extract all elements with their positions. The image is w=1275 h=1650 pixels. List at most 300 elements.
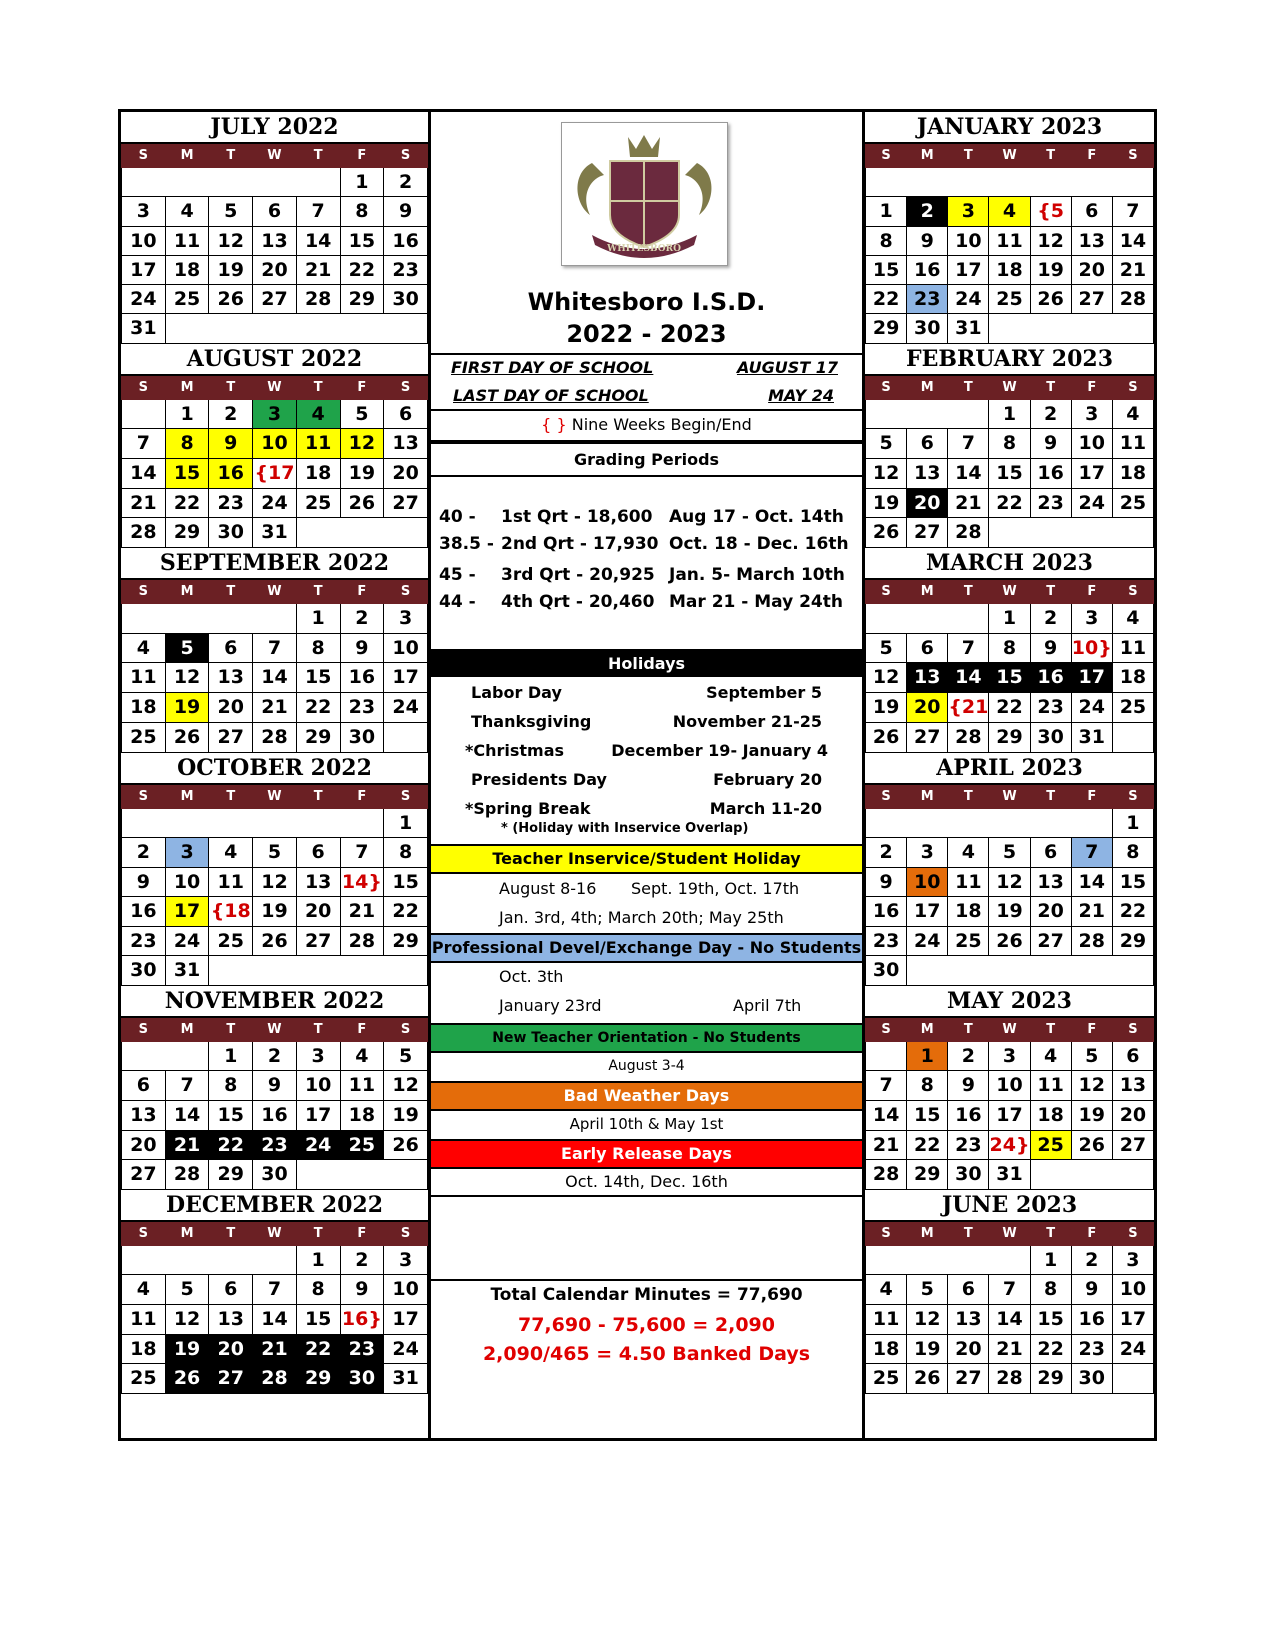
calendar-day: 9 <box>948 1071 989 1101</box>
day-header: S <box>384 145 428 168</box>
calendar-day: 27 <box>253 285 297 314</box>
weather-dates: April 10th & May 1st <box>569 1115 724 1133</box>
calendar-day: 27 <box>209 722 253 752</box>
month-november-2022 <box>121 986 428 1190</box>
calendar-day: 19 <box>1071 1100 1112 1130</box>
calendar-day: 1 <box>989 603 1030 633</box>
calendar-day: 20 <box>209 693 253 723</box>
day-header: F <box>340 785 384 808</box>
calendar-day: 5 <box>866 429 907 459</box>
calendar-day: 25 <box>866 1364 907 1394</box>
total-minutes: Total Calendar Minutes = 77,690 <box>490 1285 803 1305</box>
day-header: M <box>907 580 948 603</box>
calendar-day: 20 <box>948 1334 989 1364</box>
calendar-day: 16 <box>1071 1305 1112 1335</box>
day-header: T <box>948 1222 989 1245</box>
calendar-day: 19 <box>340 458 384 488</box>
calendar-day: 6 <box>296 838 340 868</box>
calendar-day: 4 <box>165 197 209 226</box>
calendar-day: 18 <box>948 897 989 927</box>
holiday-date: February 20 <box>713 770 822 789</box>
calendar-day: 27 <box>209 1364 253 1394</box>
calendar-day: 10 <box>384 1275 428 1305</box>
month-may-2023 <box>865 986 1154 1190</box>
day-header: F <box>340 580 384 603</box>
month-title: JANUARY 2023 <box>865 112 1154 144</box>
calendar-day: 28 <box>253 1364 297 1394</box>
day-header: F <box>1071 785 1112 808</box>
day-header: M <box>165 145 209 168</box>
calendar-day: 17 <box>1112 1305 1153 1335</box>
day-header: S <box>384 1222 428 1245</box>
bracketed-day: 24} <box>989 1133 1030 1156</box>
day-header: S <box>122 785 166 808</box>
calendar-day: 6 <box>907 429 948 459</box>
nine-weeks-label: Nine Weeks Begin/End <box>571 415 752 434</box>
calendar-day: 28 <box>1112 285 1153 314</box>
calendar-day: 4 <box>296 399 340 429</box>
calendar-day: 19 <box>866 488 907 518</box>
calendar-day: 27 <box>907 722 948 752</box>
calendar-day: 25 <box>122 722 166 752</box>
calendar-day: 30 <box>340 1364 384 1394</box>
calendar-day: 19 <box>165 1334 209 1364</box>
calendar-day: 25 <box>209 926 253 956</box>
calendar-day: 6 <box>1112 1041 1153 1071</box>
calendar-day: 16 <box>209 458 253 488</box>
calendar-day: 31 <box>989 1160 1030 1190</box>
crest-icon <box>562 123 727 265</box>
calendar-day: 9 <box>1030 633 1071 663</box>
calendar-day: 4 <box>948 838 989 868</box>
calendar-day: 23 <box>948 1130 989 1160</box>
calendar-day: 23 <box>253 1130 297 1160</box>
calendar-day: 8 <box>296 1275 340 1305</box>
calendar-day: 15 <box>340 226 384 255</box>
calendar-day: 6 <box>384 399 428 429</box>
day-header: F <box>1071 145 1112 168</box>
calendar-day: 15 <box>907 1100 948 1130</box>
calendar-day: 22 <box>989 693 1030 723</box>
day-header: S <box>1112 785 1153 808</box>
calendar-day: 4 <box>340 1041 384 1071</box>
calendar-day: 21 <box>1112 255 1153 284</box>
calendar-day: 19 <box>253 897 297 927</box>
calendar-day: 10 <box>989 1071 1030 1101</box>
calendar-day: 12 <box>165 663 209 693</box>
day-header: F <box>1071 1018 1112 1041</box>
calendar-day: 26 <box>989 926 1030 956</box>
calendar-day: 18 <box>1112 458 1153 488</box>
calendar-day: 10 <box>296 1071 340 1101</box>
calendar-day: 5 <box>907 1275 948 1305</box>
calendar-day: 6 <box>1071 197 1112 226</box>
empty-day <box>989 518 1154 548</box>
calendar-day: 8 <box>296 633 340 663</box>
calendar-day: 12 <box>866 458 907 488</box>
calendar-day: 2 <box>1030 603 1071 633</box>
calendar-day: 20 <box>122 1130 166 1160</box>
calendar-day: 20 <box>209 1334 253 1364</box>
month-grid <box>121 376 428 548</box>
calendar-day: 25 <box>948 926 989 956</box>
calendar-day: 15 <box>296 1305 340 1335</box>
calendar-day: 20 <box>1071 255 1112 284</box>
calendar-day: 7 <box>989 1275 1030 1305</box>
calendar-day: 10 <box>1071 429 1112 459</box>
day-header: T <box>296 145 340 168</box>
calendar-day: 5 <box>165 633 209 663</box>
calendar-day: 9 <box>1030 429 1071 459</box>
calendar-day: 4 <box>1112 603 1153 633</box>
day-header: M <box>907 1222 948 1245</box>
calendar-day: 2 <box>1030 399 1071 429</box>
right-months-column <box>865 112 1154 1394</box>
calendar-day: 15 <box>866 255 907 284</box>
calendar-day: 2 <box>209 399 253 429</box>
calendar-day: 23 <box>340 693 384 723</box>
day-header: S <box>384 1018 428 1041</box>
calendar-day: 2 <box>253 1041 297 1071</box>
calendar-day <box>340 867 384 897</box>
calendar-day: 11 <box>209 867 253 897</box>
calendar-day: 16 <box>907 255 948 284</box>
day-header: M <box>907 376 948 399</box>
calendar-day: 24 <box>253 488 297 518</box>
calendar-day: 10 <box>165 867 209 897</box>
calendar-day: 24 <box>1071 693 1112 723</box>
calendar-day: 27 <box>1030 926 1071 956</box>
calendar-day: 29 <box>1030 1364 1071 1394</box>
calendar-day: 21 <box>989 1334 1030 1364</box>
calendar-day: 13 <box>948 1305 989 1335</box>
calendar-day: 26 <box>384 1130 428 1160</box>
grading-quarter: 2nd Qrt - 17,930 <box>501 534 659 554</box>
calendar-day: 13 <box>907 663 948 693</box>
bracketed-day: 10} <box>1071 636 1112 659</box>
empty-day <box>384 722 428 752</box>
empty-day <box>122 603 297 633</box>
calendar-day <box>1071 633 1112 663</box>
calendar-day: 6 <box>209 633 253 663</box>
day-header: T <box>209 376 253 399</box>
calendar-day: 27 <box>1112 1130 1153 1160</box>
prodev-dates-1: Oct. 3th <box>499 967 564 986</box>
grading-range: Aug 17 - Oct. 14th <box>669 507 844 527</box>
calendar-day: 3 <box>1112 1245 1153 1275</box>
calendar-day: 23 <box>1071 1334 1112 1364</box>
calendar-day: 12 <box>209 226 253 255</box>
calendar-day: 7 <box>253 1275 297 1305</box>
day-header: W <box>253 785 297 808</box>
calendar-day: 18 <box>989 255 1030 284</box>
calendar-day: 6 <box>122 1071 166 1101</box>
calendar-day: 27 <box>948 1364 989 1394</box>
calendar-day: 20 <box>1030 897 1071 927</box>
grading-periods-title: Grading Periods <box>431 442 862 477</box>
calendar-day: 11 <box>866 1305 907 1335</box>
calendar-day: 16 <box>122 897 166 927</box>
day-header: T <box>1030 1222 1071 1245</box>
calendar-day: 7 <box>296 197 340 226</box>
calendar-day: 24 <box>1071 488 1112 518</box>
day-header: S <box>1112 580 1153 603</box>
day-header: W <box>989 785 1030 808</box>
calendar-day: 1 <box>866 197 907 226</box>
calendar-day: 9 <box>384 197 428 226</box>
calendar-day: 22 <box>165 488 209 518</box>
empty-day <box>866 1041 907 1071</box>
calendar-day: 9 <box>209 429 253 459</box>
calendar-day: 29 <box>296 1364 340 1394</box>
calendar-day: 15 <box>384 867 428 897</box>
calendar-day: 10 <box>1112 1275 1153 1305</box>
month-title: JUNE 2023 <box>865 1190 1154 1222</box>
calendar-day: 6 <box>1030 838 1071 868</box>
day-header: M <box>165 580 209 603</box>
calendar-day: 19 <box>209 255 253 284</box>
day-header: S <box>866 1018 907 1041</box>
calendar-day: 7 <box>340 838 384 868</box>
calendar-day: 13 <box>209 663 253 693</box>
calendar-day <box>1030 197 1071 226</box>
calendar-day: 1 <box>165 399 209 429</box>
calendar-day: 31 <box>384 1364 428 1394</box>
holiday-name: Thanksgiving <box>471 712 592 731</box>
calendar-day: 28 <box>165 1160 209 1190</box>
month-grid <box>865 1222 1154 1394</box>
month-grid <box>121 144 428 344</box>
empty-day <box>122 1245 297 1275</box>
calendar-day: 28 <box>122 518 166 548</box>
day-header: T <box>1030 376 1071 399</box>
calendar-day: 28 <box>989 1364 1030 1394</box>
calendar-day: 21 <box>296 255 340 284</box>
blank-space <box>431 1197 862 1281</box>
calendar-day: 20 <box>907 488 948 518</box>
calendar-day: 3 <box>1071 399 1112 429</box>
calendar-day: 18 <box>866 1334 907 1364</box>
calendar-day: 14 <box>1112 226 1153 255</box>
calendar-day: 8 <box>866 226 907 255</box>
day-header: S <box>384 376 428 399</box>
calendar-day: 3 <box>989 1041 1030 1071</box>
calendar-day: 8 <box>209 1071 253 1101</box>
calendar-day: 3 <box>907 838 948 868</box>
day-header: S <box>1112 376 1153 399</box>
calendar-day: 1 <box>296 1245 340 1275</box>
month-title: AUGUST 2022 <box>121 344 428 376</box>
calendar-day: 26 <box>866 722 907 752</box>
calendar-day: 18 <box>122 1334 166 1364</box>
calendar-day: 24 <box>384 693 428 723</box>
calendar-day: 1 <box>340 168 384 197</box>
calendar-day: 11 <box>122 663 166 693</box>
calendar-day: 7 <box>165 1071 209 1101</box>
holidays-list <box>431 677 862 844</box>
calendar-day: 6 <box>209 1275 253 1305</box>
month-july-2022 <box>121 112 428 344</box>
day-header: T <box>948 376 989 399</box>
day-header: M <box>165 1018 209 1041</box>
holiday-date: December 19- January 4 <box>611 741 828 760</box>
calendar-day: 2 <box>907 197 948 226</box>
calendar-day: 2 <box>948 1041 989 1071</box>
calendar-day: 13 <box>209 1305 253 1335</box>
calendar-day: 26 <box>907 1364 948 1394</box>
grading-days: 40 - <box>439 507 476 527</box>
calendar-day: 17 <box>948 255 989 284</box>
calendar-day: 23 <box>209 488 253 518</box>
holiday-name: *Spring Break <box>465 799 591 818</box>
bracketed-day: 16} <box>341 1308 382 1331</box>
calendar-day: 20 <box>253 255 297 284</box>
calendar-day: 15 <box>296 663 340 693</box>
calendar-day: 16 <box>948 1100 989 1130</box>
calendar-day: 19 <box>384 1100 428 1130</box>
calendar-day: 29 <box>296 722 340 752</box>
calendar-day: 26 <box>165 722 209 752</box>
bracketed-day: {17 <box>254 461 295 484</box>
orientation-dates: August 3-4 <box>608 1058 685 1074</box>
month-grid <box>865 1018 1154 1190</box>
weather-title: Bad Weather Days <box>431 1081 862 1111</box>
month-december-2022 <box>121 1190 428 1394</box>
calendar-day: 13 <box>122 1100 166 1130</box>
calendar-day: 13 <box>384 429 428 459</box>
calendar-day: 22 <box>296 693 340 723</box>
day-header: S <box>1112 1222 1153 1245</box>
calendar-day: 14 <box>1071 867 1112 897</box>
day-header: M <box>907 785 948 808</box>
calendar-day: 26 <box>1030 285 1071 314</box>
calendar-day: 21 <box>253 1334 297 1364</box>
calendar-day: 18 <box>1030 1100 1071 1130</box>
calendar-day: 22 <box>340 255 384 284</box>
grading-periods <box>431 477 862 651</box>
calendar-day <box>989 1130 1030 1160</box>
calendar-day: 23 <box>122 926 166 956</box>
grading-quarter: 4th Qrt - 20,460 <box>501 592 655 612</box>
calendar-day: 25 <box>1112 693 1153 723</box>
calendar-day: 6 <box>907 633 948 663</box>
nine-weeks-symbol: { } <box>541 415 567 434</box>
day-header: T <box>209 145 253 168</box>
day-header: S <box>866 1222 907 1245</box>
day-header: F <box>1071 376 1112 399</box>
calendar-day: 17 <box>1071 458 1112 488</box>
calendar-day: 29 <box>209 1160 253 1190</box>
calendar-day: 29 <box>1112 926 1153 956</box>
calendar-day: 31 <box>165 956 209 986</box>
month-grid <box>121 1222 428 1394</box>
empty-day <box>1030 1160 1153 1190</box>
calendar-day: 26 <box>1071 1130 1112 1160</box>
calendar-day: 11 <box>122 1305 166 1335</box>
calendar-day: 17 <box>384 663 428 693</box>
calendar-day: 19 <box>989 897 1030 927</box>
calendar-day: 13 <box>253 226 297 255</box>
day-header: T <box>209 785 253 808</box>
day-header: T <box>296 580 340 603</box>
empty-day <box>866 1245 1031 1275</box>
calendar-day: 13 <box>1030 867 1071 897</box>
calendar-day: 25 <box>1030 1130 1071 1160</box>
calendar-day: 12 <box>340 429 384 459</box>
calendar-day: 25 <box>340 1130 384 1160</box>
calendar-day: 15 <box>989 663 1030 693</box>
calendar-day: 8 <box>340 197 384 226</box>
day-header: T <box>296 1222 340 1245</box>
day-header: M <box>165 785 209 808</box>
calendar-day: 11 <box>1030 1071 1071 1101</box>
day-header: T <box>296 785 340 808</box>
left-months-column <box>121 112 428 1394</box>
calendar-day: 14 <box>296 226 340 255</box>
calendar-day: 28 <box>948 722 989 752</box>
calendar-day: 23 <box>340 1334 384 1364</box>
empty-day <box>122 808 384 838</box>
holiday-date: September 5 <box>706 683 822 702</box>
calendar-day: 11 <box>989 226 1030 255</box>
calendar-day: 27 <box>907 518 948 548</box>
day-header: T <box>209 1222 253 1245</box>
calendar-day: 15 <box>1112 867 1153 897</box>
day-header: F <box>340 1222 384 1245</box>
calendar-day: 29 <box>866 314 907 343</box>
day-header: M <box>907 145 948 168</box>
calendar-day: 16 <box>340 663 384 693</box>
banked-days <box>431 1281 862 1401</box>
empty-day <box>866 399 989 429</box>
calendar-day: 29 <box>907 1160 948 1190</box>
calendar-day: 2 <box>340 603 384 633</box>
calendar-day: 5 <box>340 399 384 429</box>
calendar-day: 16 <box>866 897 907 927</box>
calendar-day: 23 <box>1030 693 1071 723</box>
calendar-day: 25 <box>165 285 209 314</box>
calendar-day: 4 <box>209 838 253 868</box>
day-header: S <box>122 376 166 399</box>
month-october-2022 <box>121 753 428 986</box>
calendar-day: 28 <box>948 518 989 548</box>
calendar-day: 24 <box>1112 1334 1153 1364</box>
calendar-day: 21 <box>122 488 166 518</box>
month-june-2023 <box>865 1190 1154 1394</box>
last-day-label: LAST DAY OF SCHOOL <box>453 386 649 405</box>
empty-day <box>209 956 428 986</box>
calendar-day: 11 <box>296 429 340 459</box>
grading-days: 38.5 - <box>439 534 494 554</box>
calendar-day: 12 <box>989 867 1030 897</box>
school-year: 2022 - 2023 <box>566 320 727 348</box>
empty-day <box>296 1160 427 1190</box>
month-title: NOVEMBER 2022 <box>121 986 428 1018</box>
day-header: W <box>253 580 297 603</box>
day-header: S <box>866 580 907 603</box>
day-header: T <box>1030 1018 1071 1041</box>
calendar-day: 26 <box>209 285 253 314</box>
calendar-day: 17 <box>122 255 166 284</box>
month-grid <box>865 785 1154 986</box>
day-header: S <box>1112 145 1153 168</box>
calendar-day: 20 <box>384 458 428 488</box>
calendar-day: 22 <box>866 285 907 314</box>
calendar-day: 3 <box>384 603 428 633</box>
calendar-day: 7 <box>1071 838 1112 868</box>
day-header: W <box>989 376 1030 399</box>
day-header: T <box>948 1018 989 1041</box>
